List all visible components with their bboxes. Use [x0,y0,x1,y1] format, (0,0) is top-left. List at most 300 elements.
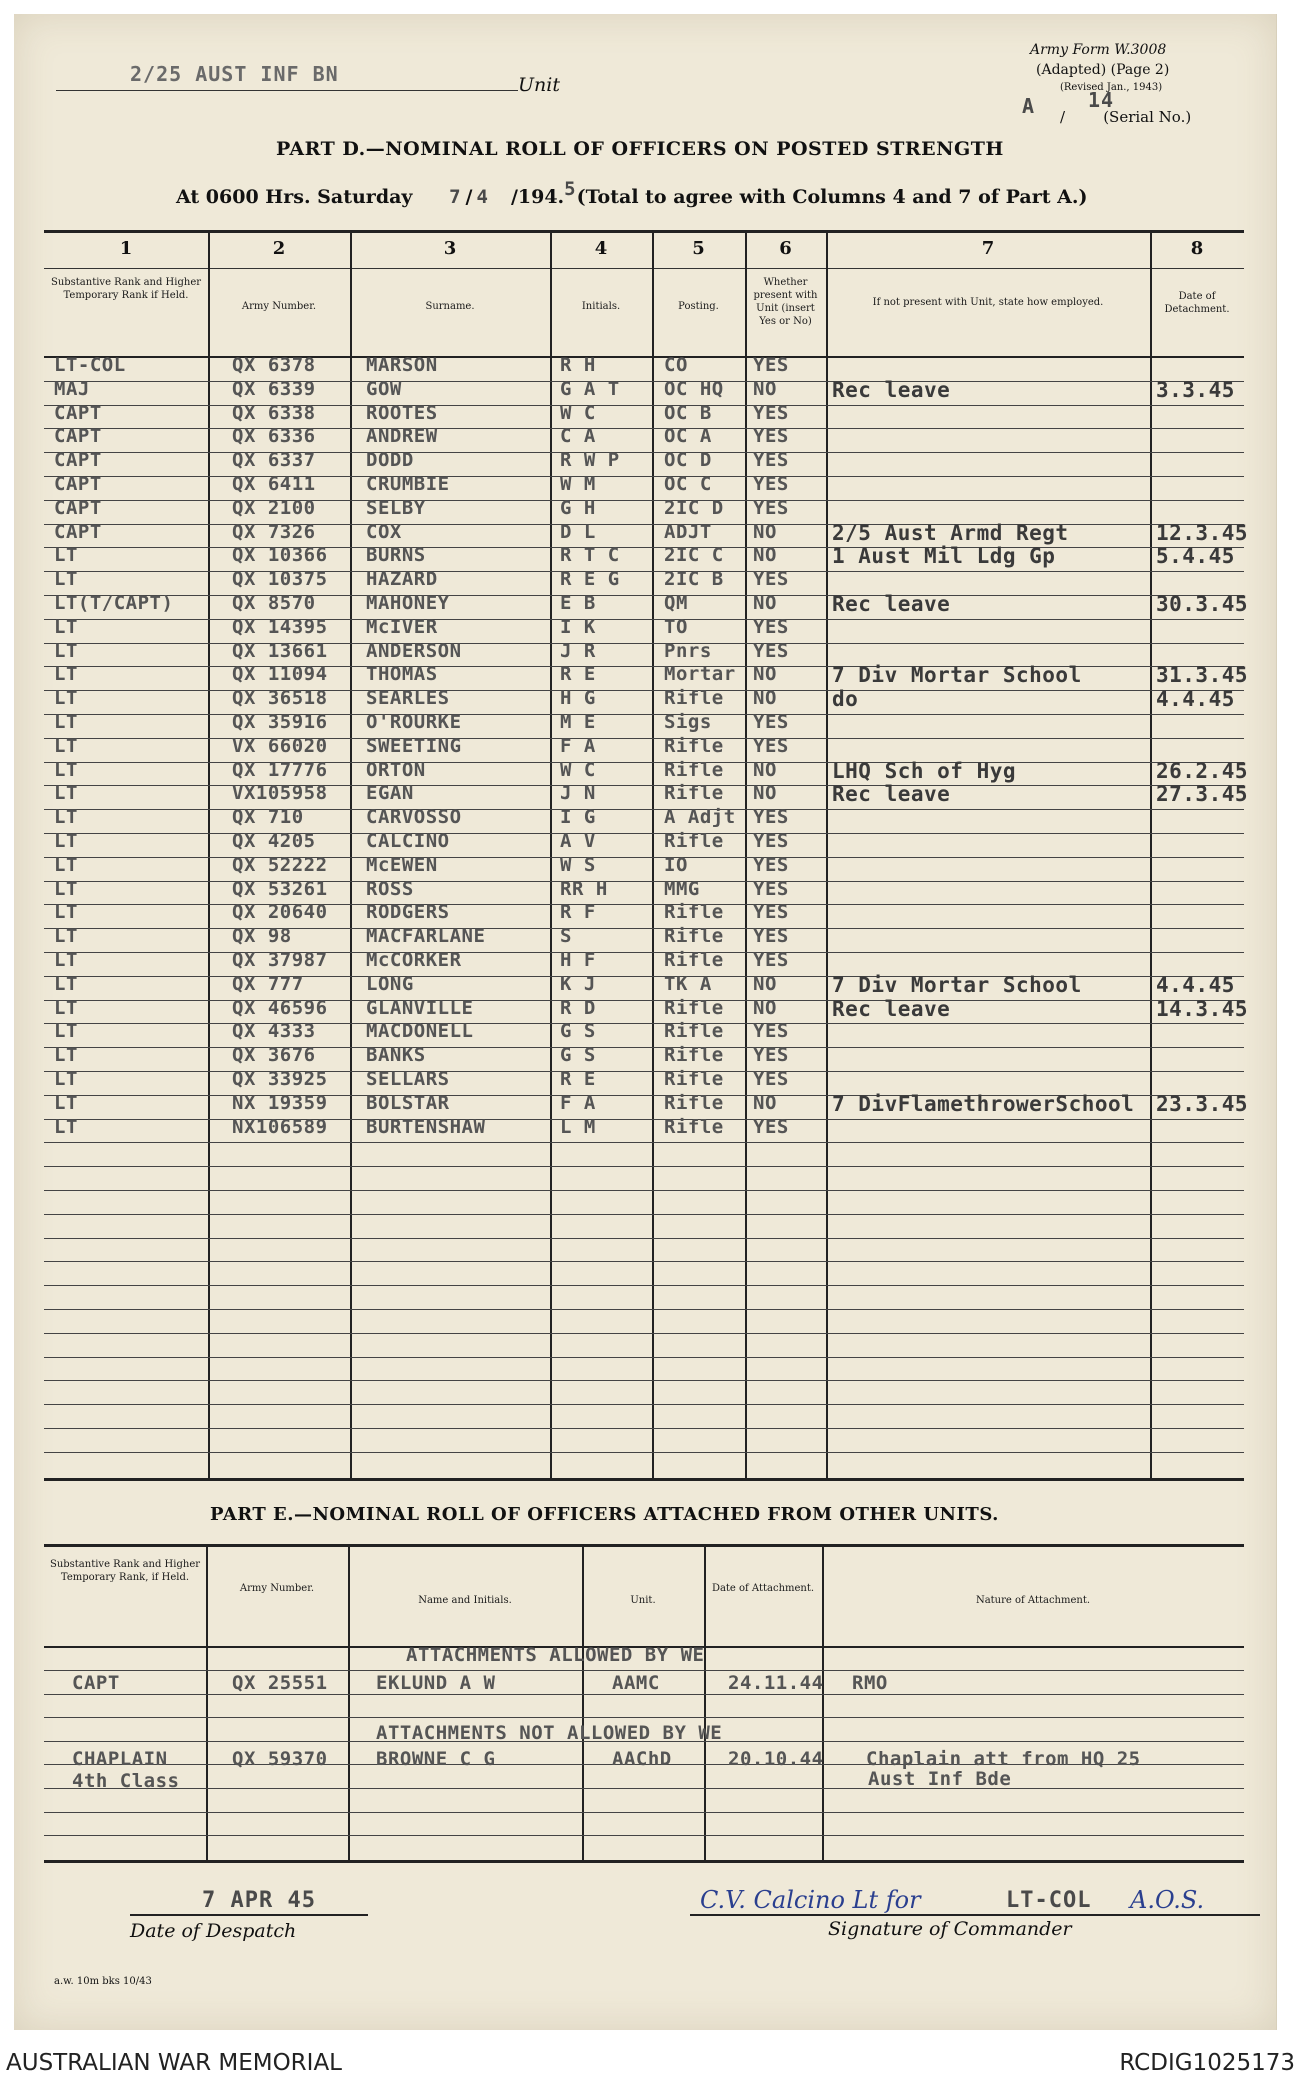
e-row-rule [44,1835,1244,1836]
e-nature: Chaplain att from HQ 25 [866,1748,1141,1770]
cell-rank: LT [54,1116,78,1138]
cell-present: YES [753,878,789,900]
row-rule [44,1357,1244,1358]
cell-rank: LT [54,949,78,971]
table-row [44,785,1244,809]
unit-underline [56,90,518,91]
subtitle-year: /194. [510,186,565,208]
cell-date: 12.3.45 [1156,521,1249,545]
cell-init: J N [560,782,596,804]
subtitle-year-digit: 5 [564,178,577,200]
cell-num: QX 4205 [232,830,316,852]
cell-rank: LT [54,830,78,852]
cell-rank: CAPT [54,402,102,424]
cell-date: 14.3.45 [1156,997,1249,1021]
cell-rank: LT [54,640,78,662]
e-nature-2: Aust Inf Bde [868,1768,1012,1790]
cell-rank: LT [54,544,78,566]
subtitle-month: 4 [476,186,489,208]
cell-init: R E [560,663,596,685]
cell-employed: 7 Div Mortar School [832,973,1082,997]
despatch-date: 7 APR 45 [202,1888,316,1913]
cell-post: Rifle [664,901,724,923]
cell-rank: CAPT [54,521,102,543]
cell-surname: CRUMBIE [366,473,450,495]
cell-present: YES [753,949,789,971]
cell-rank: LT [54,663,78,685]
e-top-rule [44,1544,1244,1547]
cell-num: VX105958 [232,782,328,804]
cell-num: NX 19359 [232,1092,328,1114]
cell-post: MMG [664,878,700,900]
cell-num: QX 53261 [232,878,328,900]
table-row [44,714,1244,738]
cell-num: QX 4333 [232,1020,316,1042]
cell-surname: O'ROURKE [366,711,462,733]
e-row-rule [44,1717,1244,1718]
row-rule [44,1333,1244,1334]
cell-post: A Adjt [664,806,736,828]
cell-surname: LONG [366,973,414,995]
cell-surname: BURNS [366,544,426,566]
cell-post: Sigs [664,711,712,733]
column-number: 7 [981,238,995,259]
cell-present: YES [753,449,789,471]
table-row [44,571,1244,595]
cell-date: 4.4.45 [1156,973,1235,997]
e-column-header: Substantive Rank and Higher Temporary Rank, if Held. [49,1559,201,1583]
cell-num: QX 36518 [232,687,328,709]
row-rule [44,1285,1244,1286]
e-row-rule [44,1812,1244,1813]
cell-num: NX106589 [232,1116,328,1138]
row-rule [44,1452,1244,1453]
cell-num: QX 10375 [232,568,328,590]
cell-date: 4.4.45 [1156,687,1235,711]
cell-init: H F [560,949,596,971]
cell-init: M E [560,711,596,733]
cell-post: Rifle [664,1044,724,1066]
signature-initials: A.O.S. [1130,1886,1205,1914]
column-header: If not present with Unit, state how employed. [872,297,1104,308]
cell-post: 2IC B [664,568,724,590]
signature-typed: LT-COL [1006,1888,1092,1913]
cell-init: F A [560,1092,596,1114]
cell-init: W M [560,473,596,495]
cell-num: QX 14395 [232,616,328,638]
table-row [44,595,1244,619]
cell-rank: LT [54,1020,78,1042]
e-num: QX 25551 [232,1672,328,1694]
archive-id: RCDIG1025173 [1119,2050,1295,2076]
cell-rank: CAPT [54,425,102,447]
cell-surname: ORTON [366,759,426,781]
e-column-header: Unit. [630,1595,656,1606]
cell-num: QX 777 [232,973,304,995]
cell-surname: SEARLES [366,687,450,709]
cell-post: QM [664,592,688,614]
cell-surname: McCORKER [366,949,462,971]
cell-num: QX 11094 [232,663,328,685]
cell-rank: LT(T/CAPT) [54,592,174,614]
cell-num: QX 6339 [232,378,316,400]
cell-rank: LT [54,973,78,995]
e-name: EKLUND A W [376,1672,496,1694]
e-nature: RMO [852,1672,888,1694]
cell-present: NO [753,687,777,709]
signature-underline [690,1914,1260,1916]
table-row [44,762,1244,786]
col-number-rule [44,268,1244,269]
column-number: 6 [779,238,792,259]
cell-present: NO [753,759,777,781]
despatch-label: Date of Despatch [130,1920,297,1942]
form-id-3: (Revised Jan., 1943) [1060,82,1163,93]
cell-present: YES [753,497,789,519]
cell-post: OC HQ [664,378,724,400]
cell-present: YES [753,616,789,638]
cell-surname: CARVOSSO [366,806,462,828]
table-row [44,928,1244,952]
cell-present: YES [753,402,789,424]
cell-init: G S [560,1044,596,1066]
cell-post: OC D [664,449,712,471]
cell-present: NO [753,1092,777,1114]
form-id-2: (Adapted) (Page 2) [1036,62,1170,78]
e-column-header: Nature of Attachment. [975,1595,1091,1606]
cell-rank: LT [54,901,78,923]
cell-present: YES [753,830,789,852]
cell-num: QX 35916 [232,711,328,733]
cell-date: 31.3.45 [1156,663,1249,687]
e-row-rule [44,1788,1244,1789]
cell-post: Rifle [664,1116,724,1138]
column-number: 8 [1190,238,1204,259]
cell-employed: Rec leave [832,378,951,402]
column-header: Whether present with Unit (insert Yes or No) [753,277,818,327]
cell-rank: LT [54,878,78,900]
cell-present: YES [753,854,789,876]
printer-note: a.w. 10m bks 10/43 [54,1976,152,1987]
cell-post: Rifle [664,830,724,852]
cell-employed: 7 Div Mortar School [832,663,1082,687]
cell-employed: Rec leave [832,592,951,616]
cell-surname: MACFARLANE [366,925,486,947]
cell-rank: LT [54,1044,78,1066]
cell-surname: COX [366,521,402,543]
row-rule [44,1214,1244,1215]
cell-init: R E [560,1068,596,1090]
cell-num: QX 2100 [232,497,316,519]
cell-init: R W P [560,449,620,471]
cell-post: OC A [664,425,712,447]
table-row [44,690,1244,714]
subtitle-day: 7 [449,186,462,208]
e-column-header: Army Number. [239,1583,315,1594]
column-header: Surname. [425,301,475,312]
cell-num: QX 6338 [232,402,316,424]
despatch-underline [130,1914,368,1916]
e-section-not-allowed: ATTACHMENTS NOT ALLOWED BY WE [376,1722,723,1744]
cell-init: R T C [560,544,620,566]
part-d-title: PART D.—NOMINAL ROLL OF OFFICERS ON POSTED STRENGTH [276,138,1004,160]
cell-init: E B [560,592,596,614]
cell-post: Rifle [664,735,724,757]
e-num: QX 59370 [232,1748,328,1770]
table-row [44,738,1244,762]
cell-post: Rifle [664,687,724,709]
row-rule [44,1238,1244,1239]
table-row [44,1023,1244,1047]
cell-rank: LT [54,616,78,638]
column-number: 4 [594,238,608,259]
row-rule [44,1380,1244,1381]
cell-num: QX 33925 [232,1068,328,1090]
cell-num: QX 20640 [232,901,328,923]
cell-present: NO [753,378,777,400]
signature-handwritten: C.V. Calcino Lt for [700,1886,921,1914]
cell-init: D L [560,521,596,543]
table-row [44,904,1244,928]
cell-present: YES [753,425,789,447]
table-row [44,405,1244,429]
cell-surname: BANKS [366,1044,426,1066]
table-row [44,452,1244,476]
table-row [44,881,1244,905]
cell-num: VX 66020 [232,735,328,757]
cell-num: QX 46596 [232,997,328,1019]
cell-present: YES [753,901,789,923]
row-rule [44,1404,1244,1405]
cell-surname: McIVER [366,616,438,638]
cell-init: K J [560,973,596,995]
table-row [44,1047,1244,1071]
serial-label: / (Serial No.) [1060,108,1192,126]
column-number: 1 [119,238,133,259]
cell-surname: ROSS [366,878,414,900]
cell-post: TK A [664,973,712,995]
row-rule [44,1190,1244,1191]
cell-surname: THOMAS [366,663,438,685]
cell-surname: HAZARD [366,568,438,590]
cell-post: Mortar [664,663,736,685]
cell-surname: SWEETING [366,735,462,757]
e-unit: AAMC [612,1672,660,1694]
e-column-divider [704,1544,706,1860]
e-column-divider [822,1544,824,1860]
cell-date: 5.4.45 [1156,544,1235,568]
cell-num: QX 6336 [232,425,316,447]
e-name: BROWNE C G [376,1748,496,1770]
e-date: 20.10.44 [728,1748,824,1770]
cell-init: S [560,925,572,947]
part-e-title: PART E.—NOMINAL ROLL OF OFFICERS ATTACHED FROM OTHER UNITS. [210,1504,999,1525]
e-rank: CAPT [72,1672,120,1694]
cell-init: W C [560,402,596,424]
e-rank-2: 4th Class [72,1770,180,1792]
cell-init: H G [560,687,596,709]
cell-num: QX 10366 [232,544,328,566]
cell-post: Rifle [664,1068,724,1090]
form-id-1: Army Form W.3008 [1030,42,1167,58]
cell-surname: MACDONELL [366,1020,474,1042]
cell-num: QX 6378 [232,354,316,376]
row-rule [44,1261,1244,1262]
cell-post: OC C [664,473,712,495]
subtitle-post: (Total to agree with Columns 4 and 7 of Part A.) [576,186,1088,208]
unit-label: Unit [518,74,560,96]
cell-rank: LT [54,854,78,876]
cell-post: Rifle [664,925,724,947]
cell-init: R E G [560,568,620,590]
cell-surname: SELLARS [366,1068,450,1090]
e-date: 24.11.44 [728,1672,824,1694]
cell-num: QX 13661 [232,640,328,662]
cell-present: YES [753,1044,789,1066]
unit-value: 2/25 AUST INF BN [130,62,339,86]
cell-rank: LT [54,806,78,828]
cell-present: YES [753,1068,789,1090]
cell-surname: McEWEN [366,854,438,876]
e-row-rule [44,1670,1244,1671]
e-bottom-rule [44,1860,1244,1863]
cell-init: RR H [560,878,608,900]
cell-init: A V [560,830,596,852]
cell-surname: BOLSTAR [366,1092,450,1114]
cell-num: QX 710 [232,806,304,828]
column-header: Posting. [678,301,719,312]
cell-present: NO [753,592,777,614]
cell-post: IO [664,854,688,876]
cell-present: YES [753,735,789,757]
cell-rank: LT [54,782,78,804]
cell-surname: SELBY [366,497,426,519]
cell-rank: CAPT [54,473,102,495]
cell-date: 30.3.45 [1156,592,1249,616]
cell-post: Rifle [664,1020,724,1042]
table-row [44,476,1244,500]
cell-num: QX 7326 [232,521,316,543]
serial-prefix: A [1022,94,1036,118]
cell-post: Rifle [664,1092,724,1114]
cell-date: 23.3.45 [1156,1092,1249,1116]
serial-number: 14 [1088,88,1115,112]
table-row [44,357,1244,381]
table-row [44,857,1244,881]
cell-post: 2IC C [664,544,724,566]
cell-present: NO [753,544,777,566]
cell-init: R H [560,354,596,376]
cell-surname: ROOTES [366,402,438,424]
row-rule [44,1309,1244,1310]
cell-num: QX 98 [232,925,292,947]
column-number: 2 [272,238,286,259]
cell-post: OC B [664,402,712,424]
signature-label: Signature of Commander [828,1918,1072,1940]
subtitle-pre: At 0600 Hrs. Saturday [176,186,413,208]
cell-post: Rifle [664,949,724,971]
cell-post: Rifle [664,759,724,781]
cell-employed: 1 Aust Mil Ldg Gp [832,544,1056,568]
cell-num: QX 8570 [232,592,316,614]
cell-surname: ANDREW [366,425,438,447]
cell-rank: LT [54,687,78,709]
cell-post: 2IC D [664,497,724,519]
cell-rank: CAPT [54,497,102,519]
cell-surname: CALCINO [366,830,450,852]
row-rule [44,1166,1244,1167]
archive-left: AUSTRALIAN WAR MEMORIAL [6,2050,342,2076]
cell-present: YES [753,640,789,662]
cell-num: QX 6337 [232,449,316,471]
cell-surname: MARSON [366,354,438,376]
column-header: Initials. [581,301,621,312]
column-number: 3 [443,238,457,259]
column-header: Date of Detachment. [1164,291,1230,315]
table-row [44,1119,1244,1143]
cell-num: QX 17776 [232,759,328,781]
cell-rank: LT [54,1068,78,1090]
cell-surname: ANDERSON [366,640,462,662]
cell-post: CO [664,354,688,376]
cell-init: G H [560,497,596,519]
table-row [44,547,1244,571]
cell-present: NO [753,782,777,804]
cell-present: NO [753,973,777,995]
cell-post: TO [664,616,688,638]
table-top-rule [44,230,1244,233]
cell-present: NO [753,521,777,543]
cell-rank: MAJ [54,378,90,400]
cell-surname: EGAN [366,782,414,804]
cell-rank: LT [54,711,78,733]
cell-present: YES [753,354,789,376]
cell-present: YES [753,711,789,733]
cell-num: QX 3676 [232,1044,316,1066]
cell-init: L M [560,1116,596,1138]
column-header: Substantive Rank and Higher Temporary Rank if Held. [50,277,202,301]
cell-rank: LT-COL [54,354,126,376]
e-column-header: Name and Initials. [418,1595,512,1606]
part-d-subtitle: At 0600 Hrs. Saturday 7 / 4 /194.5(Total to agree with Columns 4 and 7 of Part A.) [176,178,1088,208]
table-bottom-rule [44,1478,1244,1481]
cell-surname: GLANVILLE [366,997,474,1019]
cell-surname: RODGERS [366,901,450,923]
cell-employed: 7 DivFlamethrowerSchool [832,1092,1135,1116]
cell-employed: 2/5 Aust Armd Regt [832,521,1069,545]
column-number: 5 [692,238,705,259]
cell-init: G S [560,1020,596,1042]
cell-rank: LT [54,925,78,947]
cell-post: Rifle [664,997,724,1019]
cell-init: W C [560,759,596,781]
column-header: Army Number. [241,301,317,312]
cell-date: 27.3.45 [1156,782,1249,806]
cell-init: F A [560,735,596,757]
cell-date: 26.2.45 [1156,759,1249,783]
cell-rank: LT [54,1092,78,1114]
cell-init: C A [560,425,596,447]
table-row [44,381,1244,405]
cell-present: NO [753,997,777,1019]
cell-present: YES [753,1116,789,1138]
e-column-divider [582,1544,584,1860]
cell-init: G A T [560,378,620,400]
cell-init: W S [560,854,596,876]
e-column-divider [206,1544,208,1860]
cell-present: YES [753,568,789,590]
cell-surname: GOW [366,378,402,400]
